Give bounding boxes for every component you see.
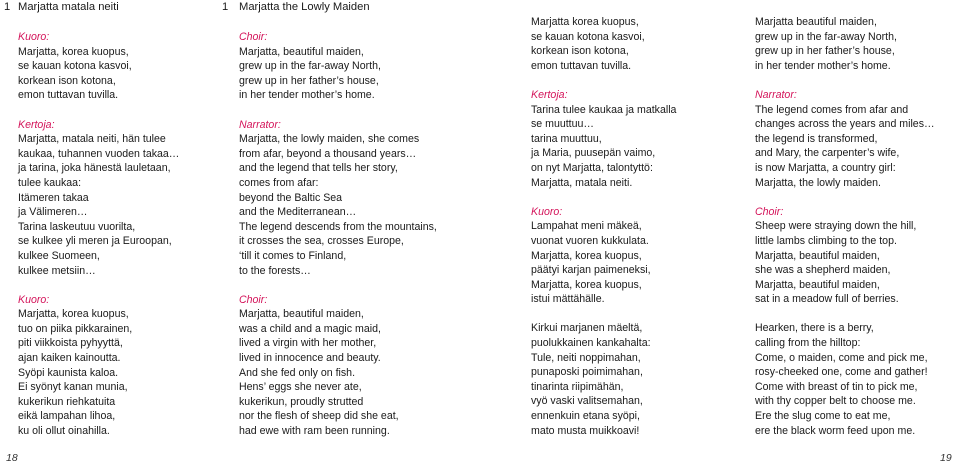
lyric-line: kaukaa, tuhannen vuoden takaa… — [18, 147, 180, 160]
lyric-line: päätyi karjan paimeneksi, — [531, 264, 651, 277]
lyric-line: Come with breast of tin to pick me, — [755, 380, 918, 393]
lyric-line: Lampahat meni mäkeä, — [531, 220, 642, 233]
lyric-line: se muuttuu… — [531, 118, 595, 131]
lyric-line: kulkee metsiin… — [18, 264, 96, 277]
right-lyrics-column-finnish — [531, 15, 676, 438]
lyric-line: ja Maria, puusepän vaimo, — [531, 147, 656, 160]
speaker-label: Narrator: — [239, 118, 281, 131]
stanza-gap — [239, 103, 437, 118]
speaker-label: Choir: — [755, 205, 784, 218]
lyric-line: nor the flesh of sheep did she eat, — [239, 410, 399, 423]
lyric-line: ku oli ollut oinahilla. — [18, 425, 110, 438]
lyric-line: ennenkuin etana syöpi, — [531, 410, 640, 423]
lyric-line: rosy-cheeked one, come and gather! — [755, 366, 928, 379]
lyric-line: korkean ison kotona, — [531, 45, 629, 58]
lyric-line: Ere the slug come to eat me, — [755, 410, 891, 423]
lyric-line: puolukkainen kankahalta: — [531, 337, 651, 350]
stanza-gap — [531, 73, 676, 88]
lyric-line: ja tarina, joka hänestä lauletaan, — [18, 162, 171, 175]
lyric-line: Marjatta, the lowly maiden, she comes — [239, 133, 420, 146]
lyric-line: grew up in the far-away North, — [239, 60, 381, 73]
lyric-line: and the Mediterranean… — [239, 206, 357, 219]
speaker-label: Kertoja: — [531, 88, 568, 101]
right-lyrics-column-english — [755, 15, 935, 438]
lyric-line: korkean ison kotona, — [18, 74, 116, 87]
lyric-line: kukerikun, proudly strutted — [239, 395, 364, 408]
lyric-line: Marjatta, the lowly maiden. — [755, 176, 882, 189]
lyric-line: with thy copper belt to choose me. — [755, 395, 916, 408]
speaker-label: Kuoro: — [18, 293, 50, 306]
lyric-line: tarina muuttuu, — [531, 132, 602, 145]
lyric-line: and the legend that tells her story, — [239, 162, 398, 175]
speaker-label: Kuoro: — [18, 31, 50, 43]
lyric-line: mato musta muikkoavi! — [531, 424, 640, 437]
lyric-line: Tarina laskeutuu vuorilta, — [18, 220, 136, 233]
lyric-line: changes across the years and miles… — [755, 118, 935, 131]
stanza-gap — [755, 307, 935, 322]
lyric-line: Sheep were straying down the hill, — [755, 220, 917, 233]
lyric-line: on nyt Marjatta, talontyttö: — [531, 161, 653, 174]
lyric-line: Tule, neiti noppimahan, — [531, 351, 641, 364]
lyric-line: to the forests… — [239, 264, 311, 277]
lyric-line: in her tender mother’s home. — [239, 89, 375, 102]
lyric-line: Marjatta, matala neiti, hän tulee — [18, 133, 166, 146]
left-lyrics-column — [18, 30, 179, 439]
lyric-line: se kauan kotona kasvoi, — [18, 60, 132, 73]
lyric-line: Marjatta korea kuopus, — [531, 16, 639, 28]
lyric-line: the legend is transformed, — [755, 132, 878, 145]
lyric-line: and Mary, the carpenter’s wife, — [755, 147, 900, 160]
lyric-line: beyond the Baltic Sea — [239, 191, 343, 204]
lyric-line: in her tender mother’s home. — [755, 59, 891, 72]
middle-song-title: Marjatta the Lowly Maiden — [239, 1, 370, 13]
stanza-gap — [755, 73, 935, 88]
lyric-line: ja Välimeren… — [18, 206, 88, 219]
lyric-line: from afar, beyond a thousand years… — [239, 147, 417, 160]
lyric-line: ‘till it comes to Finland, — [239, 249, 347, 262]
lyric-line: is now Marjatta, a country girl: — [755, 161, 896, 174]
lyric-line: lived in innocence and beauty. — [239, 352, 381, 365]
lyric-line: calling from the hilltop: — [755, 337, 861, 350]
lyric-line: eikä lampahan lihoa, — [18, 410, 116, 423]
lyric-line: was a child and a magic maid, — [239, 322, 381, 335]
lyric-line: Marjatta, korea kuopus, — [531, 278, 642, 291]
lyric-line: sat in a meadow full of berries. — [755, 293, 899, 306]
speaker-label: Kertoja: — [18, 118, 55, 131]
lyric-line: Hens’ eggs she never ate, — [239, 381, 362, 394]
lyric-line: ajan kaiken kainoutta. — [18, 352, 121, 365]
lyric-line: Marjatta, korea kuopus, — [18, 45, 129, 58]
speaker-label: Narrator: — [755, 88, 797, 101]
lyric-line: Marjatta beautiful maiden, — [755, 16, 877, 28]
lyric-line: Marjatta, beautiful maiden, — [239, 308, 364, 321]
lyric-line: Ei syönyt kanan munia, — [18, 381, 128, 394]
lyric-line: ere the black worm feed upon me. — [755, 424, 916, 437]
left-song-number: 1 — [4, 1, 11, 13]
lyric-line: Marjatta, beautiful maiden, — [239, 45, 364, 58]
lyric-line: And she fed only on fish. — [239, 366, 356, 379]
speaker-label: Choir: — [239, 31, 268, 43]
lyric-line: tinarinta riipimähän, — [531, 380, 624, 393]
lyric-line: little lambs climbing to the top. — [755, 234, 897, 247]
page-number-left: 18 — [6, 452, 18, 464]
lyric-line: piti viikkoista pyhyyttä, — [18, 337, 123, 350]
lyric-line: vyö vaski valitsemahan, — [531, 395, 643, 408]
lyric-line: Kirkui marjanen mäeltä, — [531, 322, 643, 335]
lyric-line: emon tuttavan tuvilla. — [531, 59, 632, 72]
stanza-gap — [18, 103, 179, 118]
lyric-line: Marjatta, matala neiti. — [531, 176, 633, 189]
lyric-line: it crosses the sea, crosses Europe, — [239, 235, 404, 248]
middle-song-number: 1 — [222, 1, 229, 13]
lyric-line: The legend descends from the mountains, — [239, 220, 437, 233]
lyric-line: lived a virgin with her mother, — [239, 337, 377, 350]
lyric-line: istui mättähälle. — [531, 293, 605, 306]
lyric-line: Syöpi kaunista kaloa. — [18, 366, 119, 379]
lyric-line: Marjatta, beautiful maiden, — [755, 278, 880, 291]
lyric-line: se kauan kotona kasvoi, — [531, 30, 645, 43]
page-number-right: 19 — [940, 452, 952, 464]
lyric-line: kulkee Suomeen, — [18, 249, 100, 262]
lyric-line: grew up in her father’s house, — [755, 45, 895, 58]
middle-lyrics-column — [239, 30, 437, 439]
lyric-line: grew up in her father’s house, — [239, 74, 379, 87]
lyric-line: Hearken, there is a berry, — [755, 322, 874, 335]
stanza-gap — [239, 278, 437, 293]
lyric-line: tuo on piika pikkarainen, — [18, 322, 133, 335]
lyric-line: she was a shepherd maiden, — [755, 264, 891, 277]
lyric-line: punaposki poimimahan, — [531, 366, 643, 379]
stanza-gap — [531, 307, 676, 322]
stanza-gap — [755, 190, 935, 205]
lyric-line: se kulkee yli meren ja Euroopan, — [18, 235, 172, 248]
lyric-line: Come, o maiden, come and pick me, — [755, 351, 928, 364]
lyric-line: Marjatta, korea kuopus, — [531, 249, 642, 262]
lyric-line: comes from afar: — [239, 176, 319, 189]
lyric-line: Itämeren takaa — [18, 191, 89, 204]
lyric-line: grew up in the far-away North, — [755, 30, 897, 43]
stanza-gap — [18, 278, 179, 293]
left-song-title: Marjatta matala neiti — [18, 1, 119, 13]
lyric-line: vuonat vuoren kukkulata. — [531, 234, 649, 247]
lyric-line: emon tuttavan tuvilla. — [18, 89, 119, 102]
speaker-label: Kuoro: — [531, 205, 563, 218]
lyric-line: The legend comes from afar and — [755, 103, 909, 116]
stanza-gap — [531, 190, 676, 205]
lyric-line: Marjatta, beautiful maiden, — [755, 249, 880, 262]
lyric-line: Tarina tulee kaukaa ja matkalla — [531, 103, 677, 116]
speaker-label: Choir: — [239, 293, 268, 306]
lyric-line: Marjatta, korea kuopus, — [18, 308, 129, 321]
lyric-line: tulee kaukaa: — [18, 176, 82, 189]
lyric-line: had ewe with ram been running. — [239, 425, 390, 438]
lyric-line: kukerikun riehkatuita — [18, 395, 116, 408]
